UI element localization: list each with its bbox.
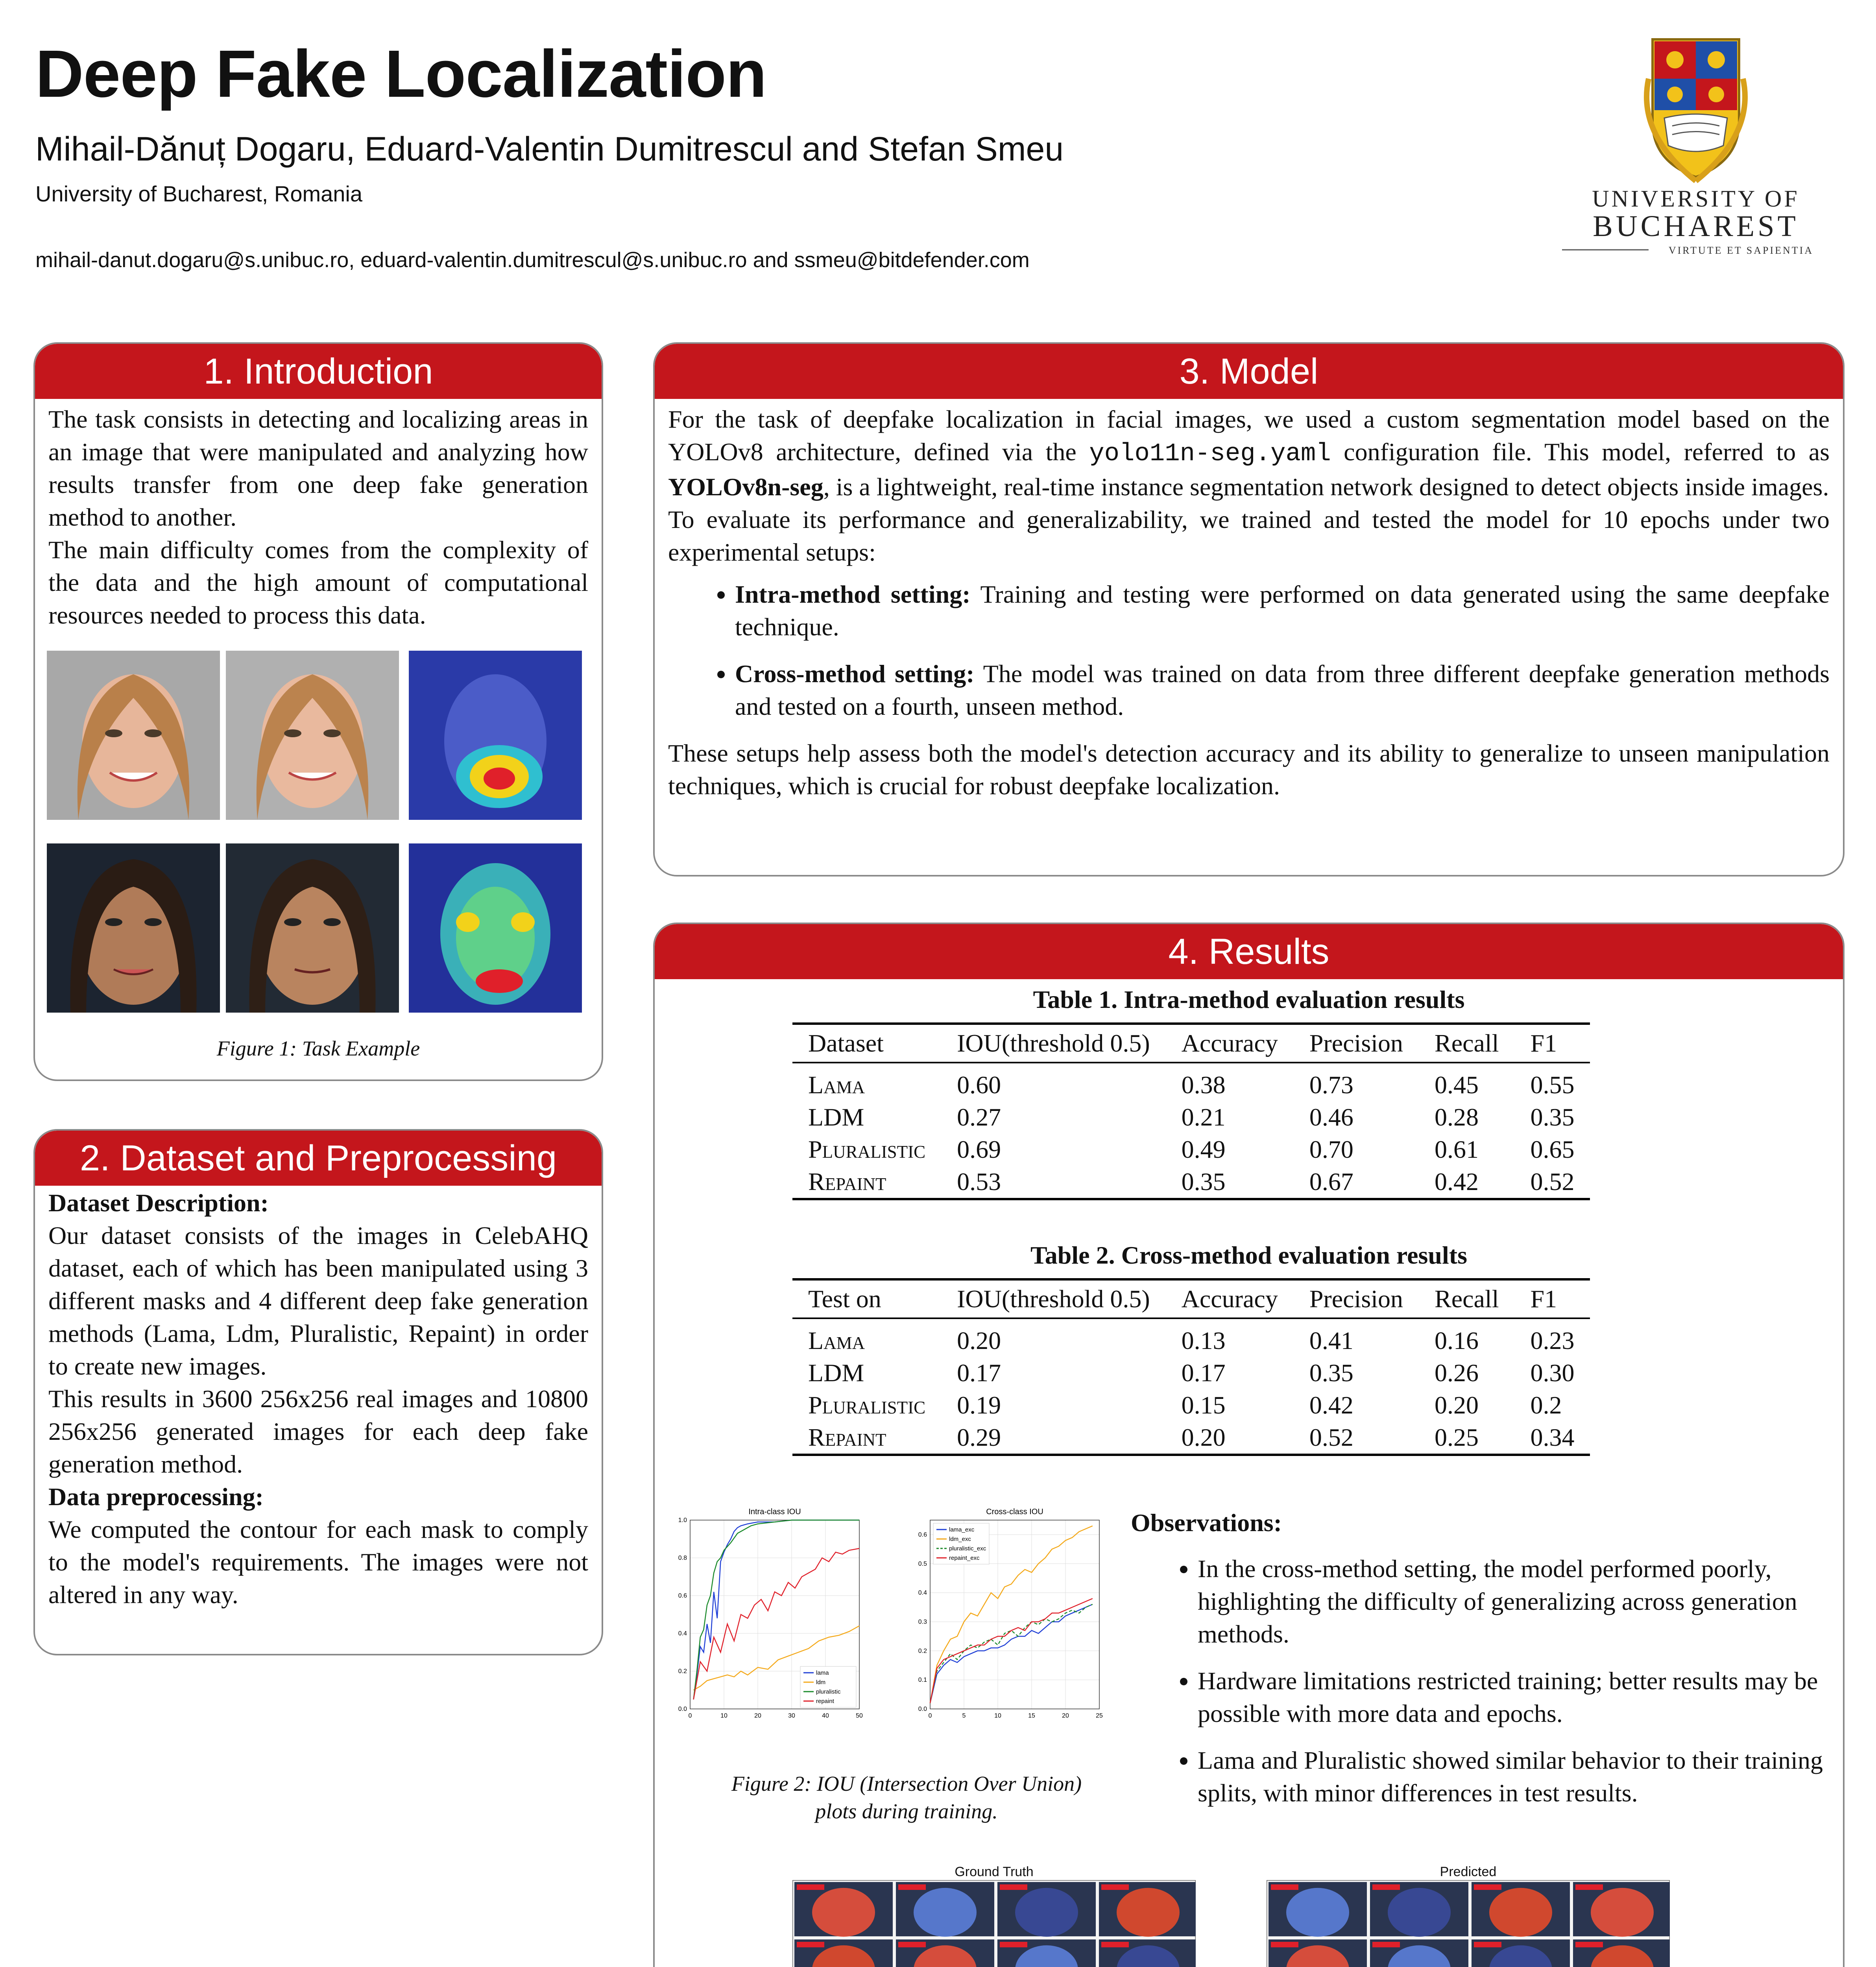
real-face-image-2 [47, 843, 220, 1013]
label-tag [1101, 1942, 1129, 1947]
table-cell: Repaint [808, 1423, 886, 1451]
observation-item: • Hardware limitations restricted training; better results may be possible with more data and epochs. [1198, 1664, 1823, 1730]
model-body [655, 399, 1843, 810]
mask-overlay [812, 1888, 875, 1937]
table-cell: 0.21 [1181, 1103, 1226, 1131]
real-face-image-1 [47, 651, 220, 820]
table-cell: 0.67 [1309, 1168, 1353, 1196]
figure-3 [655, 1864, 1843, 1967]
column-header: Dataset [792, 1024, 941, 1063]
y-tick-label: 0.5 [918, 1560, 927, 1567]
table-cell: 0.46 [1309, 1103, 1353, 1131]
table-cell: 0.69 [957, 1135, 1001, 1163]
dataset-body [35, 1186, 602, 1619]
ground-truth-grid-image [792, 1880, 1196, 1967]
predicted-grid-image [1267, 1880, 1670, 1967]
table-cell: Lama [808, 1071, 865, 1099]
table-row [792, 1318, 1590, 1357]
table-cell: 0.26 [1435, 1359, 1479, 1387]
series-line-lama_exc [930, 1604, 1093, 1703]
table-row [792, 1357, 1590, 1389]
intro-paragraph-2: The main difficulty comes from the complexity of the data and the high amount of computational resources needed to process this data. [48, 536, 588, 629]
mask-overlay [1388, 1888, 1451, 1937]
y-tick-label: 0.4 [678, 1630, 687, 1637]
table-cell: 0.60 [957, 1071, 1001, 1099]
logo-motto: VIRTUTE ET SAPIENTIA [1668, 245, 1814, 256]
table-row [792, 1133, 1590, 1166]
label-tag [1271, 1884, 1298, 1890]
mask-overlay [1286, 1888, 1349, 1937]
legend-label: ldm_exc [949, 1536, 971, 1543]
observations-list [1131, 1552, 1823, 1809]
y-tick-label: 0.1 [918, 1677, 927, 1684]
table-cell: 0.52 [1309, 1423, 1353, 1451]
model-paragraph-1: For the task of deepfake localization in facial images, we used a custom segmentation model based on the YOLOv8 architecture, defined via the yolo11n-seg.yaml configuration file. This model, referred to as YOLOv8n-seg, is a lightweight, real-time instance segmentation network designed to detect objects inside images. [668, 405, 1830, 501]
x-tick-label: 50 [856, 1712, 863, 1719]
table-row [792, 1421, 1590, 1455]
x-tick-label: 20 [1062, 1712, 1069, 1719]
table-cell: 0.28 [1435, 1103, 1479, 1131]
column-header: Precision [1294, 1024, 1419, 1063]
table-cell: 0.35 [1181, 1168, 1226, 1196]
data-preprocessing: We computed the contour for each mask to comply to the model's requirements. The images were not altered in any way. [48, 1515, 588, 1609]
table-cell: 0.15 [1181, 1391, 1226, 1419]
figure-2-caption: Figure 2: IOU (Intersection Over Union) plots during training. [731, 1772, 1082, 1823]
label-tag [1575, 1942, 1603, 1947]
table-cell: Pluralistic [808, 1391, 926, 1419]
dataset-description-2: This results in 3600 256x256 real images and 10800 256x256 generated images for each deep fake generation method. [48, 1385, 588, 1478]
x-tick-label: 30 [788, 1712, 795, 1719]
table-cell: LDM [808, 1359, 864, 1387]
label-tag [1474, 1942, 1501, 1947]
x-tick-label: 10 [994, 1712, 1001, 1719]
introduction-body [35, 399, 602, 639]
table-cell: 0.70 [1309, 1135, 1353, 1163]
column-header: IOU(threshold 0.5) [941, 1024, 1166, 1063]
column-header: Test on [792, 1279, 941, 1318]
logo-line2: BUCHAREST [1593, 210, 1799, 243]
y-tick-label: 0.4 [918, 1589, 927, 1596]
predicted-title: Predicted [1440, 1864, 1497, 1879]
table-cell: 0.27 [957, 1103, 1001, 1131]
label-tag [1000, 1884, 1027, 1890]
table-cell: 0.49 [1181, 1135, 1226, 1163]
table-row [792, 1389, 1590, 1421]
table-cell: 0.65 [1530, 1135, 1575, 1163]
table-cell: 0.41 [1309, 1327, 1353, 1354]
mask-overlay [1489, 1888, 1552, 1937]
dataset-panel [33, 1129, 603, 1655]
config-filename: yolo11n-seg.yaml [1089, 440, 1331, 468]
column-header: F1 [1514, 1024, 1590, 1063]
x-tick-label: 10 [720, 1712, 728, 1719]
table-cell: 0.30 [1530, 1359, 1575, 1387]
cross-class-iou-chart [907, 1504, 1111, 1736]
x-tick-label: 20 [754, 1712, 761, 1719]
cross-method-table [792, 1278, 1590, 1456]
x-tick-label: 15 [1028, 1712, 1035, 1719]
poster-title: Deep Fake Localization [35, 37, 766, 111]
observation-item: • Lama and Pluralistic showed similar behavior to their training splits, with minor differences in test results. [1198, 1744, 1823, 1809]
label-tag [898, 1884, 926, 1890]
label-tag [1575, 1884, 1603, 1890]
fake-face-image-1 [226, 651, 399, 820]
crest-icon [1558, 31, 1834, 268]
legend-label: ldm [816, 1679, 826, 1686]
intra-method-table [792, 1022, 1590, 1200]
legend-label: pluralistic [816, 1688, 841, 1695]
table-cell: 0.20 [957, 1327, 1001, 1354]
legend-label: lama [816, 1670, 829, 1676]
table-cell: 0.16 [1435, 1327, 1479, 1354]
column-header: Accuracy [1166, 1279, 1294, 1318]
dataset-heading: 2. Dataset and Preprocessing [35, 1131, 602, 1186]
column-header: Recall [1419, 1279, 1514, 1318]
label-tag [1101, 1884, 1129, 1890]
x-tick-label: 0 [928, 1712, 932, 1719]
y-tick-label: 1.0 [678, 1517, 687, 1524]
university-logo [1558, 31, 1834, 268]
legend-label: repaint [816, 1698, 834, 1705]
table-cell: LDM [808, 1103, 864, 1131]
table-cell: 0.38 [1181, 1071, 1226, 1099]
introduction-panel [33, 342, 603, 1081]
label-tag [1271, 1942, 1298, 1947]
table-cell: 0.35 [1530, 1103, 1575, 1131]
label-tag [1000, 1942, 1027, 1947]
observations-label: Observations: [1131, 1509, 1282, 1537]
table-cell: 0.42 [1309, 1391, 1353, 1419]
table-cell: Pluralistic [808, 1135, 926, 1163]
series-line-pluralistic_exc [930, 1604, 1093, 1703]
x-tick-label: 0 [688, 1712, 692, 1719]
model-panel [653, 342, 1845, 876]
table-cell: 0.23 [1530, 1327, 1575, 1354]
observation-item: • In the cross-method setting, the model performed poorly, highlighting the difficulty of generalizing across generation methods. [1198, 1552, 1823, 1650]
introduction-heading: 1. Introduction [35, 344, 602, 399]
table-cell: 0.29 [957, 1423, 1001, 1451]
affiliation: University of Bucharest, Romania [35, 181, 363, 206]
data-preprocessing-label: Data preprocessing: [48, 1483, 264, 1511]
table-cell: 0.25 [1435, 1423, 1479, 1451]
table-cell: 0.20 [1435, 1391, 1479, 1419]
label-tag [1372, 1884, 1400, 1890]
observations [1131, 1506, 1823, 1823]
label-tag [1474, 1884, 1501, 1890]
table-cell: 0.19 [957, 1391, 1001, 1419]
model-heading: 3. Model [655, 344, 1843, 399]
dataset-description: Our dataset consists of the images in CelebAHQ dataset, each of which has been manipulated using 3 different masks and 4 different deep fake generation methods (Lama, Ldm, Pluralistic, Repaint) in order to create new images. [48, 1222, 588, 1380]
y-tick-label: 0.2 [918, 1648, 927, 1655]
table-1-caption: Table 1. Intra-method evaluation results [1033, 985, 1465, 1013]
x-tick-label: 5 [962, 1712, 966, 1719]
y-tick-label: 0.3 [918, 1618, 927, 1626]
table-cell: 0.35 [1309, 1359, 1353, 1387]
table-cell: 0.2 [1530, 1391, 1562, 1419]
table-cell: 0.34 [1530, 1423, 1575, 1451]
table-cell: 0.53 [957, 1168, 1001, 1196]
label-tag [797, 1884, 824, 1890]
ground-truth-title: Ground Truth [955, 1864, 1034, 1879]
emails: mihail-danut.dogaru@s.unibuc.ro, eduard-valentin.dumitrescul@s.unibuc.ro and ssmeu@bitdefender.com [35, 248, 1030, 272]
logo-line1: UNIVERSITY OF [1592, 186, 1800, 212]
column-header: Precision [1294, 1279, 1419, 1318]
x-tick-label: 25 [1096, 1712, 1103, 1719]
mask-overlay [1591, 1888, 1654, 1937]
setup-item-intra: • Intra-method setting: Training and testing were performed on data generated using the same deepfake technique. [735, 578, 1830, 643]
table-cell: 0.45 [1435, 1071, 1479, 1099]
column-header: IOU(threshold 0.5) [941, 1279, 1166, 1318]
y-tick-label: 0.0 [918, 1706, 927, 1712]
fake-face-image-2 [226, 843, 399, 1013]
table-cell: 0.17 [957, 1359, 1001, 1387]
table-cell: 0.42 [1435, 1168, 1479, 1196]
intra-class-iou-chart [667, 1504, 871, 1736]
y-tick-label: 0.6 [918, 1531, 927, 1538]
chart-title: Intra-class IOU [748, 1508, 801, 1516]
results-panel [653, 923, 1845, 1967]
y-tick-label: 0.0 [678, 1706, 687, 1712]
intro-paragraph-1: The task consists in detecting and localizing areas in an image that were manipulated and analyzing how results transfer from one deep fake generation method to another. [48, 405, 588, 531]
table-row [792, 1063, 1590, 1101]
table-cell: 0.20 [1181, 1423, 1226, 1451]
table-cell: 0.73 [1309, 1071, 1353, 1099]
table-cell: 0.61 [1435, 1135, 1479, 1163]
heatmap-image-2 [409, 843, 582, 1013]
column-header: Accuracy [1166, 1024, 1294, 1063]
model-name: YOLOv8n-seg [668, 473, 824, 501]
mask-overlay [1117, 1888, 1180, 1937]
table-cell: 0.13 [1181, 1327, 1226, 1354]
chart-title: Cross-class IOU [986, 1508, 1043, 1516]
mask-overlay [914, 1888, 977, 1937]
setup-list [668, 578, 1830, 723]
table-2-caption: Table 2. Cross-method evaluation results [1030, 1241, 1468, 1269]
legend-label: pluralistic_exc [949, 1545, 986, 1552]
legend-label: lama_exc [949, 1526, 975, 1533]
model-paragraph-3: These setups help assess both the model's detection accuracy and its ability to generalize to unseen manipulation techniques, which is crucial for robust deepfake localization. [668, 739, 1830, 800]
results-heading: 4. Results [655, 924, 1843, 979]
heatmap-image-1 [409, 651, 582, 820]
table-row [792, 1101, 1590, 1133]
column-header: F1 [1514, 1279, 1590, 1318]
label-tag [797, 1942, 824, 1947]
column-header: Recall [1419, 1024, 1514, 1063]
authors: Mihail-Dănuț Dogaru, Eduard-Valentin Dumitrescul and Stefan Smeu [35, 130, 1064, 168]
table-cell: 0.55 [1530, 1071, 1575, 1099]
figure-1-caption: Figure 1: Task Example [216, 1037, 420, 1060]
dataset-description-label: Dataset Description: [48, 1189, 269, 1217]
y-tick-label: 0.6 [678, 1592, 687, 1599]
table-row [792, 1166, 1590, 1199]
setup-item-cross: • Cross-method setting: The model was trained on data from three different deepfake generation methods and tested on a fourth, unseen method. [735, 657, 1830, 723]
table-cell: 0.52 [1530, 1168, 1575, 1196]
table-cell: Repaint [808, 1168, 886, 1196]
label-tag [1372, 1942, 1400, 1947]
label-tag [898, 1942, 926, 1947]
mask-overlay [1015, 1888, 1078, 1937]
table-cell: Lama [808, 1327, 865, 1354]
legend-label: repaint_exc [949, 1555, 980, 1561]
x-tick-label: 40 [822, 1712, 829, 1719]
table-cell: 0.17 [1181, 1359, 1226, 1387]
model-paragraph-2: To evaluate its performance and generalizability, we trained and tested the model for 10 epochs under two experimental setups: [668, 506, 1830, 566]
y-tick-label: 0.2 [678, 1668, 687, 1675]
y-tick-label: 0.8 [678, 1555, 687, 1561]
figure-1 [47, 651, 590, 1017]
